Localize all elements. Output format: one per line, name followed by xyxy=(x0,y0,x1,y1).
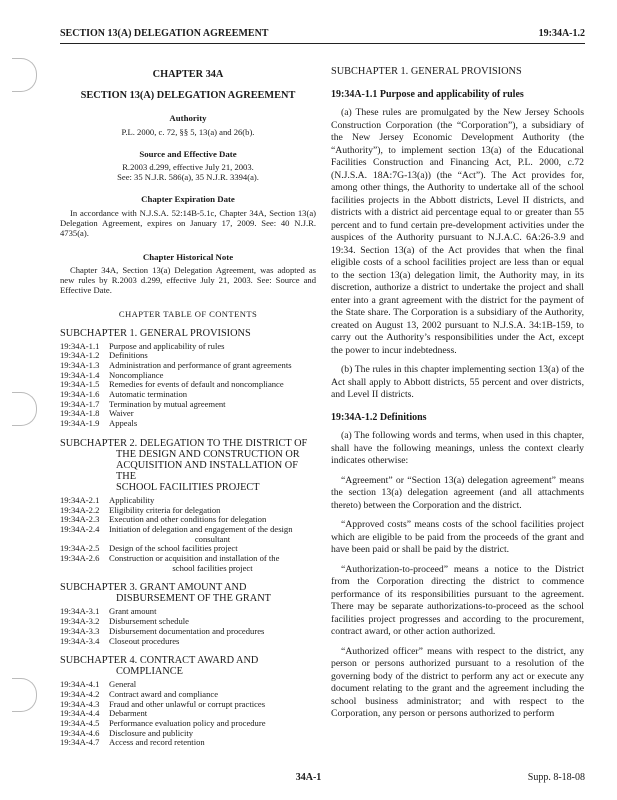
toc-entry-title-text: Appeals xyxy=(109,418,138,429)
toc-entry-number: 19:34A-1.4 xyxy=(60,369,100,380)
toc-list xyxy=(60,342,316,429)
toc-entry-title-text: Construction or acquisition and installation of the xyxy=(109,553,280,564)
toc-entry xyxy=(60,554,316,573)
toc-entry-title-continuation: school facilities project xyxy=(172,562,253,573)
toc-subchapter-3 xyxy=(60,582,316,646)
toc-entry-title xyxy=(109,738,316,748)
expiration-heading: Chapter Expiration Date xyxy=(141,194,235,204)
toc-entry-title-text: Debarment xyxy=(109,708,148,719)
toc-entry-number: 19:34A-1.3 xyxy=(60,359,100,370)
toc-entry-number: 19:34A-3.1 xyxy=(60,606,100,617)
toc-entry-title-text: Applicability xyxy=(109,494,155,505)
toc-entry-title-text: Grant amount xyxy=(109,606,157,617)
toc-entry-number: 19:34A-4.3 xyxy=(60,698,100,709)
supplement-date: Supp. 8-18-08 xyxy=(527,772,585,783)
source-heading: Source and Effective Date xyxy=(139,148,237,159)
toc-subchapter-4 xyxy=(60,655,316,748)
toc-entry-title-text: Eligibility criteria for delegation xyxy=(109,504,221,515)
toc-entry-title-text: Contract award and compliance xyxy=(109,688,219,699)
expiration-text: In accordance with N.J.S.A. 52:14B-5.1c, Chapter 34A, Section 13(a) Delegation Agreement, expires on January 17, 2009. See: 40 N.J.R. 4735(a). xyxy=(60,207,316,238)
toc-heading: CHAPTER TABLE OF CONTENTS xyxy=(118,309,258,319)
toc-entry-title-text: Definitions xyxy=(109,350,148,361)
toc-subchapter-title: SUBCHAPTER 4. CONTRACT AWARD AND COMPLIANCE xyxy=(60,655,259,678)
toc-entry-title xyxy=(109,400,316,410)
definition-agreement: “Agreement” or “Section 13(a) delegation agreement” means the section 13(a) delegation agreement (and all attachments thereto) between the Corporation and the district. xyxy=(331,474,584,511)
authority-heading: Authority xyxy=(169,113,207,123)
page-header xyxy=(60,25,585,41)
history-text: Chapter 34A, Section 13(a) Delegation Agreement, was adopted as new rules by R.2003 d.299, effective July 21, 2003. See: Source and Effective Date. xyxy=(60,265,316,295)
toc-entry xyxy=(60,525,316,544)
binder-hole-top xyxy=(12,58,37,92)
toc-entry-title-text: Noncompliance xyxy=(109,369,164,380)
toc-subchapter-title: SUBCHAPTER 1. GENERAL PROVISIONS xyxy=(60,327,251,339)
chapter-number: CHAPTER 34A xyxy=(152,69,224,80)
toc-entry-number: 19:34A-1.1 xyxy=(60,340,100,351)
toc-entry-title-text: Termination by mutual agreement xyxy=(109,398,226,409)
toc-entry-number: 19:34A-3.2 xyxy=(60,616,100,627)
source-line-1: R.2003 d.299, effective July 21, 2003. xyxy=(122,162,254,172)
toc-entry xyxy=(60,738,316,748)
toc-entry-title-text: Design of the school facilities project xyxy=(109,543,238,554)
binder-hole-middle xyxy=(12,392,37,426)
toc-entry-title-text: General xyxy=(109,679,137,690)
toc-entry-title-text: Administration and performance of grant agreements xyxy=(109,359,292,370)
paragraph-1-2-a: (a) The following words and terms, when used in this chapter, shall have the following meanings, unless the context clearly indicates otherwise: xyxy=(331,430,584,466)
toc-entry-title-continuation: consultant xyxy=(194,533,231,544)
toc-subchapter-1 xyxy=(60,328,316,429)
toc-entry-number: 19:34A-1.8 xyxy=(60,408,100,419)
toc-entry-title xyxy=(109,525,316,544)
toc-entry-number: 19:34A-1.2 xyxy=(60,350,100,361)
page-number: 34A-1 xyxy=(295,772,322,783)
toc-entry-number: 19:34A-4.4 xyxy=(60,708,100,719)
toc-entry-title xyxy=(109,409,316,419)
toc-entry-title xyxy=(109,419,316,429)
right-column xyxy=(331,66,584,728)
toc-entry-title-text: Execution and other conditions for delegation xyxy=(109,514,267,525)
header-section-number: 19:34A-1.2 xyxy=(538,28,585,39)
toc-entry xyxy=(60,419,316,429)
toc-entry-number: 19:34A-1.7 xyxy=(60,398,100,409)
toc-entry-title xyxy=(109,637,316,647)
toc-entry-title-text: Disbursement schedule xyxy=(109,616,189,627)
toc-subchapter-2 xyxy=(60,438,316,574)
toc-entry-title-text: Fraud and other unlawful or corrupt practices xyxy=(109,698,266,709)
history-heading: Chapter Historical Note xyxy=(142,251,234,262)
toc-entry-title xyxy=(109,554,316,573)
header-rule xyxy=(60,43,585,44)
toc-entry-title-text: Disbursement documentation and procedures xyxy=(109,625,265,636)
toc-entry-number: 19:34A-4.2 xyxy=(60,688,100,699)
toc-entry-number: 19:34A-4.1 xyxy=(60,679,100,690)
toc-entry-title-text: Closeout procedures xyxy=(109,635,180,646)
toc-entry-number: 19:34A-4.5 xyxy=(60,718,100,729)
definition-authorization-to-proceed: “Authorization-to-proceed” means a notice to the District from the Corporation directing the district to commence performance of its responsibilities pursuant to the agreement. There may be separate authorizations-to-proceed as the school facilities project progresses and according to the procurement, contract award, or other action authorized. xyxy=(331,563,584,637)
toc-entry-title-text: Automatic termination xyxy=(109,389,188,400)
toc-entry-number: 19:34A-1.6 xyxy=(60,389,100,400)
toc-entry-number: 19:34A-2.2 xyxy=(60,504,100,515)
toc-entry-number: 19:34A-3.4 xyxy=(60,635,100,646)
definition-approved-costs: “Approved costs” means costs of the school facilities project which are eligible to be paid from the proceeds of the grant and have been paid or shall be paid by the district. xyxy=(331,519,584,555)
toc-entry-title-text: Waiver xyxy=(109,408,134,419)
toc-list xyxy=(60,607,316,646)
toc-entry-title-text: Purpose and applicability of rules xyxy=(109,340,225,351)
toc-entry-number: 19:34A-1.9 xyxy=(60,418,100,429)
toc-entry-number: 19:34A-3.3 xyxy=(60,625,100,636)
subchapter-heading: SUBCHAPTER 1. GENERAL PROVISIONS xyxy=(331,66,522,77)
toc-entry-number: 19:34A-2.1 xyxy=(60,494,100,505)
toc-entry-number: 19:34A-2.6 xyxy=(60,553,100,564)
toc-entry-title-text: Initiation of delegation and engagement of the design xyxy=(109,523,293,534)
paragraph-1-1-a: (a) These rules are promulgated by the New Jersey Schools Construction Corporation (the “Corporation”), a subsidiary of the New Jersey Economic Development Authority (the “Authority”), to implement section 13(a) of the Educational Facilities Construction and Financing Act, P.L. 2000, c.72 (N.J.S.A. 18A:7G-13(a)) (the “Act”). The Act provides for, among other things, the Authority to undertake all of the school facilities projects in the Abbott districts, Level II districts, and districts with a district aid percentage equal to or greater than 55 percent and to fund certain pre-development activities under the auspices of the Authority pursuant to N.J.A.C. 6A:26-3.9 and 19:34. Section 13(a) of the Act provides that when the final eligible costs of a school facilities project are less than or equal to the section 13(a) delegation limit, the Authority may, in its discretion, authorize a district to undertake the project and shall enter into a grant agreement with the district for the payment of the State share. The Corporation is a subsidiary of the Authority, created on August 13, 2002 pursuant to N.J.S.A. 34:1B-159, to carry out the Authority’s responsibilities under the Act, except the power to incur indebtedness. xyxy=(331,107,584,356)
toc-entry-title-text: Disclosure and publicity xyxy=(109,727,194,738)
section-heading-1-1: 19:34A-1.1 Purpose and applicability of rules xyxy=(331,88,524,100)
toc-entry-number: 19:34A-2.5 xyxy=(60,543,100,554)
header-section-title: SECTION 13(A) DELEGATION AGREEMENT xyxy=(60,28,269,39)
toc-list xyxy=(60,680,316,748)
toc-list xyxy=(60,496,316,574)
paragraph-1-1-b: (b) The rules in this chapter implementing section 13(a) of the Act shall apply to Abbott districts, 55 percent and over districts, and Level II districts. xyxy=(331,364,584,400)
toc-entry-number: 19:34A-2.4 xyxy=(60,523,100,534)
toc-entry-number: 19:34A-1.5 xyxy=(60,379,100,390)
toc-entry-number: 19:34A-2.3 xyxy=(60,514,100,525)
left-column xyxy=(60,66,316,748)
toc-entry-title-text: Remedies for events of default and noncompliance xyxy=(109,379,284,390)
definition-authorized-officer: “Authorized officer” means with respect to the district, any person or persons authorized pursuant to a resolution of the governing body of the district to perform any act or execute any document relating to the grant and the agreement including the school business administrator; and with respect to the Corporation, any person or persons authorized to perform xyxy=(331,645,584,719)
binder-hole-bottom xyxy=(12,678,37,712)
toc-entry-number: 19:34A-4.6 xyxy=(60,727,100,738)
toc-subchapter-title: SUBCHAPTER 2. DELEGATION TO THE DISTRICT OF THE DESIGN AND CONSTRUCTION OR ACQUISITION AND INSTALLATION OF THE SCHOOL FACILITIES PROJECT xyxy=(60,437,308,493)
chapter-title: SECTION 13(A) DELEGATION AGREEMENT xyxy=(80,89,296,101)
toc-entry-title-text: Performance evaluation policy and procedure xyxy=(109,718,266,729)
authority-text: P.L. 2000, c. 72, §§ 5, 13(a) and 26(b). xyxy=(121,126,255,137)
source-line-2: See: 35 N.J.R. 586(a), 35 N.J.R. 3394(a). xyxy=(117,172,259,182)
toc-entry-title-text: Access and record retention xyxy=(109,737,205,748)
section-heading-1-2: 19:34A-1.2 Definitions xyxy=(331,411,427,423)
toc-subchapter-title: SUBCHAPTER 3. GRANT AMOUNT AND DISBURSEMENT OF THE GRANT xyxy=(60,582,271,605)
toc-entry xyxy=(60,637,316,647)
toc-entry-number: 19:34A-4.7 xyxy=(60,737,100,748)
